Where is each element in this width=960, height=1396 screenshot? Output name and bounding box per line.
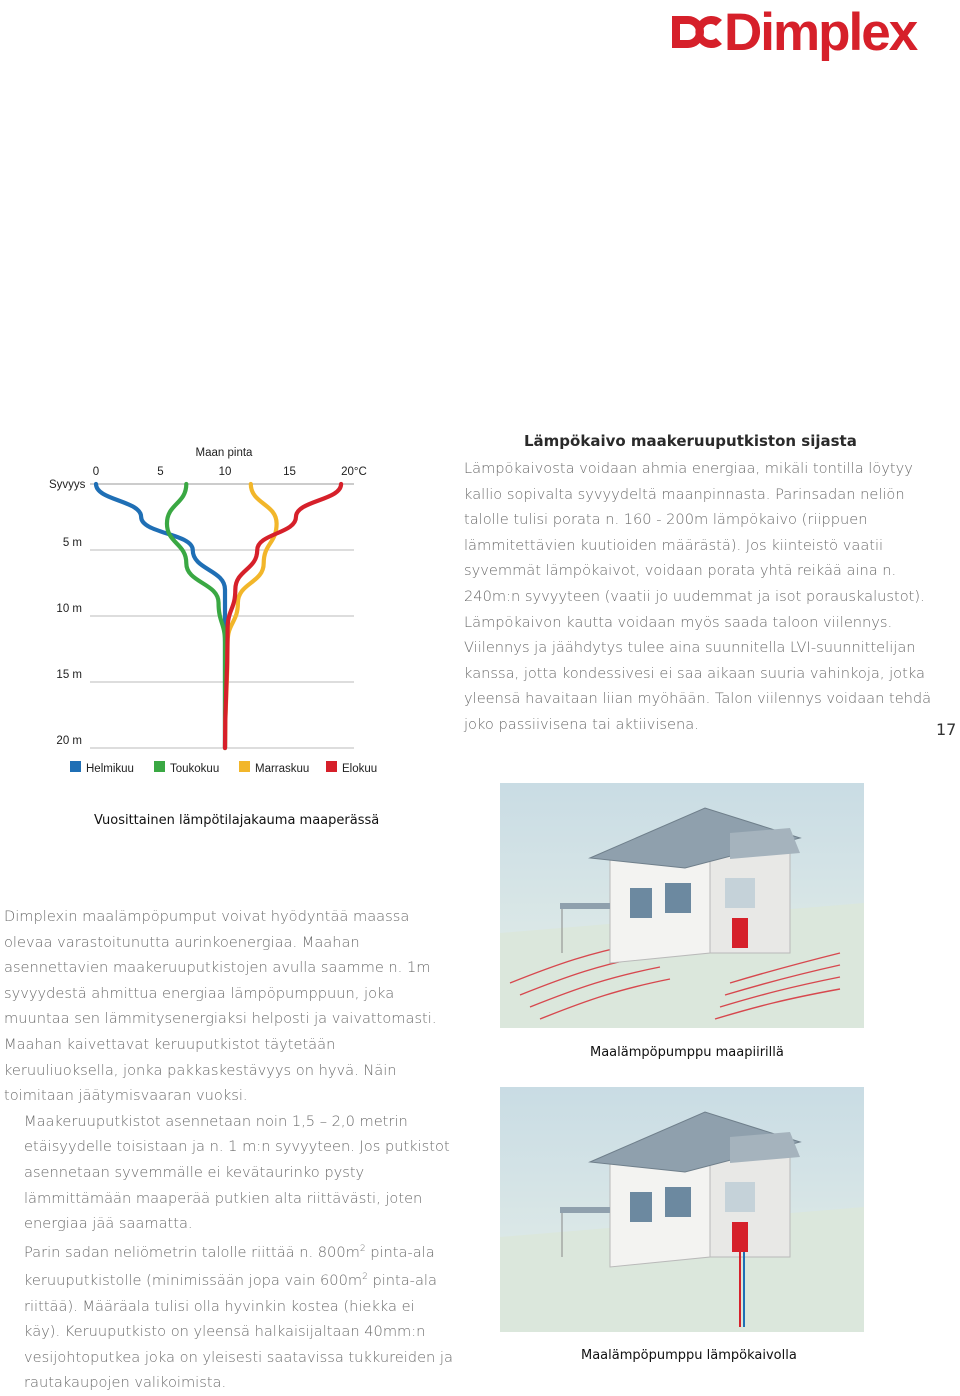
paragraph-1: Dimplexin maalämpöpumput voivat hyödyntää maassa olevaa varastoitunutta aurinkoenergiaa. Maahan asennettavien maakeruuputkistojen avulla saamme n. 1m syvyydestä ahmittua energiaa lämpöpumppuun, joka muuntaa sen lämmitysenergiaksi helposti ja vaivattomasti. Maahan kaivettavat keruuputkistot täytetään keruuliuoksella, jonka pakkaskestävyys on hyvä. Näin toimitaan jäätymisvaaran vuoksi. [4, 908, 437, 1105]
x-tick-label: 15 [283, 466, 296, 478]
chart-y-label: Syvyys [49, 479, 86, 491]
paragraph-2: Maakeruuputkistot asennetaan noin 1,5 – 2,0 metrin etäisyydelle toisistaan ja n. 1 m:n syvyyteen. Jos putkistot asennetaan syvemmälle ei kevätaurinko pysty lämmittämään maaperää putkien alta riittävästi, joten energiaa jää saamatta. [24, 1112, 450, 1233]
superscript-1: 2 [359, 1243, 366, 1254]
chart-y-ticks [56, 537, 82, 747]
paragraph-3-part-c: pinta-ala riittää). Määräala tulisi olla hyvinkin kostea (hiekka ei käy). Keruuputkisto on yleensä halkaisijaltaan 40mm:n vesijohtoputkea joka on yleisesti saatavissa tukkureiden ja rautakaupojen valikoimista. [24, 1272, 453, 1392]
legend-label: Helmikuu [86, 763, 134, 775]
chart-caption: Vuosittainen lämpötilajakauma maaperässä [94, 813, 380, 828]
legend-label: Elokuu [342, 763, 378, 775]
x-tick-label: 20°C [341, 466, 367, 478]
chart-title: Maan pinta [195, 447, 253, 459]
right-paragraph: Lämpökaivosta voidaan ahmia energiaa, mikäli tontilla löytyy kallio sopivalta syvyydeltä maanpinnasta. Parinsadan neliön talolle tulisi porata n. 160 - 200m lämpökaivo (riippuen lämmitettävien kuutioiden määrästä). Jos kiinteistö vaatii syvemmät lämpökaivot, voidaan porata yhtä reikää aina n. 240m:n syvyyteen (vaatii jo uudemmat ja isot porauskalustot). Lämpökaivon kautta voidaan myös saada taloon viilennys. Viilennys ja jäähdytys tulee aina suunnitella LVI-suunnittelijan kanssa, jotta kondessivesi ei saa aikaan suuria vahinkoja, jotka yleensä havaitaan liian myöhään. Talon viilennys voidaan tehdä joko passiivisena tai aktiivisena. [464, 460, 932, 733]
paragraph-3 [4, 1237, 454, 1396]
legend-label: Toukokuu [170, 763, 220, 775]
house-borehole-illustration [500, 1087, 864, 1332]
x-tick-label: 5 [157, 466, 164, 478]
superscript-2: 2 [362, 1272, 368, 1283]
brand-name: Dimplex [724, 3, 917, 62]
dimplex-logo [668, 3, 930, 62]
y-tick-label: 5 m [62, 537, 82, 549]
y-tick-label: 20 m [56, 735, 82, 747]
chart-legend [70, 761, 377, 775]
legend-label: Marraskuu [255, 763, 310, 775]
y-tick-label: 10 m [56, 603, 82, 615]
paragraph-3-part-a: Parin sadan neliömetrin talolle riittää n. 800m [24, 1243, 360, 1261]
house-2-caption: Maalämpöpumppu lämpökaivolla [581, 1348, 797, 1363]
house-ground-loop-illustration [500, 783, 864, 1028]
legend-swatch [239, 761, 250, 772]
section-heading: Lämpökaivo maakeruuputkiston sijasta [524, 432, 857, 450]
legend-swatch [326, 761, 337, 772]
paragraph-3-part-b: pinta-ala keruuputkistolle (minimissään jopa vain 600m [24, 1243, 435, 1290]
legend-swatch [154, 761, 165, 772]
dimplex-logo-icon [668, 6, 724, 58]
y-tick-label: 15 m [56, 669, 82, 681]
x-tick-label: 10 [218, 466, 232, 478]
x-tick-label: 0 [92, 466, 100, 478]
chart-x-ticks [93, 466, 367, 478]
left-text-block [4, 904, 454, 1396]
legend-swatch [70, 761, 81, 772]
page-number: 17 [936, 720, 957, 739]
temperature-depth-chart [44, 440, 384, 786]
house-1-caption: Maalämpöpumppu maapiirillä [590, 1045, 784, 1060]
